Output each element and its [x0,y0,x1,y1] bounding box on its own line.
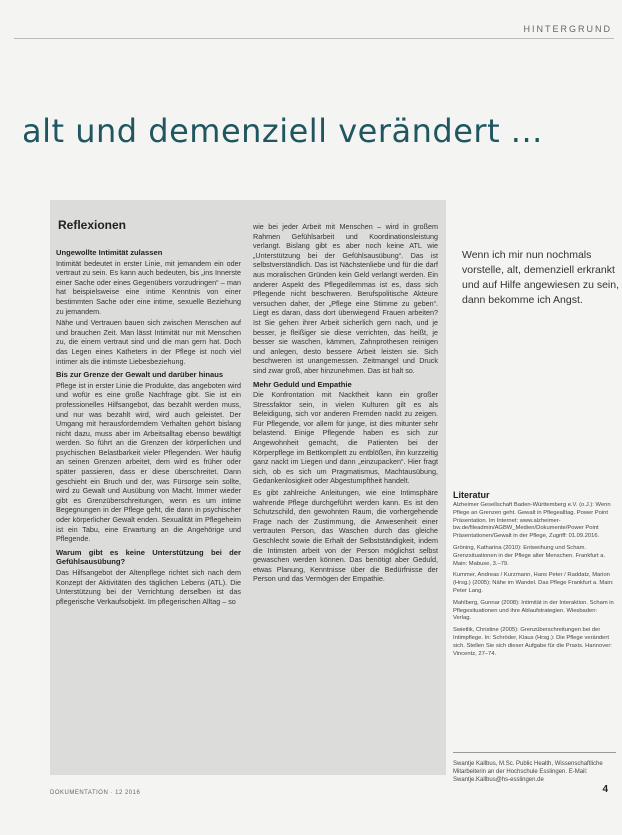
literature-list [453,502,616,662]
paragraph: Das Hilfsangebot der Altenpflege richtet sich nach dem Konzept der Aktivitäten des täglichen Lebens (ATL). Die Unterstützung bei der Verrichtung derselben ist das pflegerische Verkaufsobjekt. Im pflegerischen Alltag – so [56,568,241,606]
pull-quote: Wenn ich mir nun nochmals vorstelle, alt, demenziell erkrankt und auf Hilfe angewiesen zu sein, dann bekomme ich Angst. [462,249,620,306]
paragraph: Nähe und Vertrauen bauen sich zwischen Menschen auf und brauchen Zeit. Man lässt Intimität nur mit Menschen zu, die einem vertraut sind und die man gern hat. Doch das Legen eines Katheters in der Pflege ist noch viel intimer als die intimste Liebesbeziehung. [56,318,241,366]
paragraph: Die Konfrontation mit Nacktheit kann ein großer Stressfaktor sein, in vielen Kulturen gilt es als Beleidigung, sich vor anderen Fremden nackt zu zeigen. Für Pflegende, vor allem für junge, ist dies mitunter sehr belastend. Einige Pflegende haben es sich zur Angewohnheit gemacht, die Patienten bei der Körperpflege im Bettkomplett zu entblößen, ihn kurzzeitig ganz nackt im Liegen und dann „einzupacken“. Hier fragt sich, ob es sich um Pragmatismus, Machtausübung, Gedankenlosigkeit oder Abgestumpftheit handelt. [253,390,438,486]
paragraph: Intimität bedeutet in erster Linie, mit jemandem ein oder vertraut zu sein. Es kann auch bedeuten, bis „ins Innerste einer Sache oder eines Gegenübers vorzudringen“ – man hat beispielsweise eine intime Kenntnis von einer bestimmten Sache oder eine intime, sexuelle Beziehung zu jemandem. [56,258,241,316]
subheading: Mehr Geduld und Empathie [253,379,352,389]
literature-entry: Swietlik, Christine (2005): Grenzüberschreitungen bei der Intimpflege. In: Schröder, Klaus (Hrsg.): Die Pflege verändert sich. Stellen Sie sich dieser Aufgabe für die Praxis. Hannover: Vincentz, 27–74. [453,627,612,657]
paragraph: Es gibt zahlreiche Anleitungen, wie eine Intimsphäre wahrende Pflege durchgeführt werden kann. Es ist den Schutzschild, den gewohnten Raum, die vorhergehende Frage nach der Zustimmung, die Anwesenheit einer vertrauten Person, das Waschen durch das gleiche Geschlecht sowie die Erhalt der Selbstständigkeit, indem die Intimsten arbeit von der Person möglichst selbst gewaschen werden können. Das benötigt aber Geduld, etwas Planung, Kenntnisse über die Bedürfnisse der Person und das Vermögen der Empathie. [253,488,438,584]
paragraph: wie bei jeder Arbeit mit Menschen – wird in großem Rahmen Gefühlsarbeit und Koordinationsleistung verlangt. Bislang gibt es aber noch keine ATL wie „Unterstützung bei der Gefühlsausübung“. Das ist selbstverständlich. Das ist Nächstenliebe und für die darf aus moralischen Gründen kein Geld verlangt werden. Ein anderer Aspekt des Pflegedilemmas ist es, dass sich Pflegende nicht beschweren. Berufspolitische Akteure versuchen daher, der „Pflege eine Stimme zu geben“. Liegt es daran, dass dort überwiegend Frauen arbeiten? Ist Sie gehen ihrer Arbeit sicherlich gern nach, und je besser, je fleißiger sie diese verrichten, das heißt, je besser sie waschen, kämmen, Zahnprothesen reinigen und anlegen, desto bessere Arbeit leisten sie. Sich beschweren ist unangemessen. Zeitmangel und Druck sind zwar groß, aber hinzunehmen. Das ist halt so. [253,222,438,375]
literature-entry: Kummer, Andreas / Kurzmann, Hans Peter / Raddatz, Marion (Hrsg.) (2005): Nähe im Wandel. Das Pflege Frankfurt a. Main: Peter Lang. [453,572,614,594]
page-title: alt und demenziell verändert ... [22,112,543,150]
box-left-column [56,244,241,769]
page-number: 4 [602,784,608,795]
box-right-column [253,222,438,769]
paragraph: Pflege ist in erster Linie die Produkte, das angeboten wird und wofür es eine große Nachfrage gibt. Sie ist ein professionelles Hilfsangebot, das bezahlt werden muss, und nur was bezahlt wird, wird auch geleistet. Der Umgang mit herausforderndem Verhalten gehört bislang nicht dazu, muss aber im Arbeitsalltag ebenso bewältigt werden. So führt an die Grenzen der körperlichen und psychischen Belastbarkeit vieler Pflegenden. Wer häufig an seinen Grenzen arbeitet, dem wird es früher oder später passieren, dass er diese überschreitet. Dann geschieht ein Bruch und der, was Fürsorge sein sollte, wird zu Gewalt und Ausübung von Macht. Immer wieder gibt es Grenzüberschreitungen, wenn es um intime Begegnungen in der Pflege geht, die dann in psychischer oder körperlicher Gewalt enden. Sexualität im Pflegeheim ist ein Tabu, eine Erwartung an die Angehörige und Pflegende. [56,380,241,544]
author-info: Swantje Kallbus, M.Sc. Public Health, Wissenschaftliche Mitarbeiterin an der Hochschule Esslingen. E-Mail: Swantje.Kallbus@hs-esslingen.de [453,752,616,785]
header-rule [14,38,614,39]
box-heading: Reflexionen [58,218,127,232]
subheading: Ungewollte Intimität zulassen [56,248,163,257]
literature-entry: Gröning, Katharina (2010): Entweihung und Scham. Grenzsituationen in der Pflege alter Menschen. Frankfurt a. Main: Mabuse, 3.–79. [453,544,606,567]
section-label: HINTERGRUND [523,24,612,34]
footer-journal: DOKUMENTATION · 12 2016 [50,790,141,796]
reflection-box [50,200,446,775]
literature-entry: Mahlberg, Gunnar (2008): Intimität in der Interaktion. Scham in Pflegesituationen und ihre Ablaufstrategien. Wiesbaden: Verlag. [453,599,614,622]
literature-heading: Literatur [453,490,490,500]
subheading: Warum gibt es keine Unterstützung bei der Gefühlsausübung? [56,547,241,567]
subheading: Bis zur Grenze der Gewalt und darüber hinaus [56,370,224,380]
literature-entry: Alzheimer Gesellschaft Baden-Württemberg e.V. (o.J.): Wenn Pflege an Grenzen geht. Gewalt in Pflegealltag. Power Point Präsentation. Im Internet: www.alzheimer-bw.de/fileadmin/AGBW_Medien/Dokumente/Power Point Präsentationen/Gewalt in der Pflege, Zugriff: 01.09.2016. [453,502,611,540]
